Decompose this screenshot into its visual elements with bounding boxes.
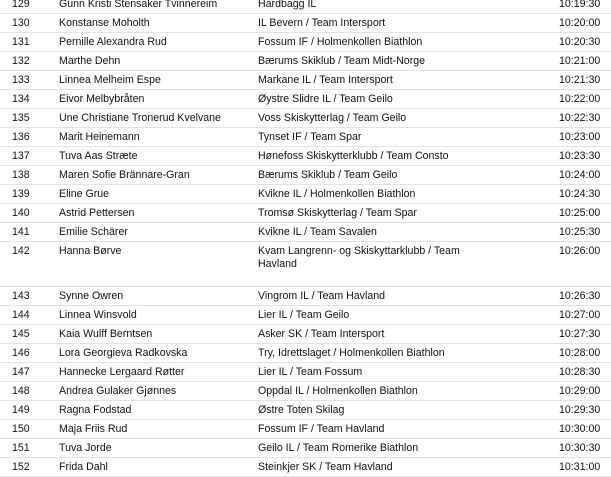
start-time: 10:27:00 [559, 309, 601, 321]
athlete-name: Maja Friis Rud [59, 423, 128, 435]
table-row [0, 439, 611, 458]
club-name: Steinkjer SK / Team Havland [258, 461, 393, 473]
start-number: 137 [12, 150, 30, 162]
start-time: 10:23:30 [559, 150, 601, 162]
start-time: 10:22:00 [559, 93, 601, 105]
start-number: 147 [12, 366, 30, 378]
athlete-name: Andrea Gulaker Gjønnes [59, 385, 177, 397]
table-row [0, 147, 611, 166]
club-name: Fossum IF / Holmenkollen Biathlon [258, 36, 423, 48]
start-number: 130 [12, 17, 30, 29]
start-number: 143 [12, 290, 30, 302]
athlete-name: Linnea Winsvold [59, 309, 137, 321]
start-time: 10:23:00 [559, 131, 601, 143]
table-row [0, 344, 611, 363]
start-number: 135 [12, 112, 30, 124]
start-time: 10:30:00 [559, 423, 601, 435]
start-time: 10:27:30 [559, 328, 601, 340]
start-number: 140 [12, 207, 30, 219]
athlete-name: Eline Grue [59, 188, 110, 200]
start-time: 10:26:00 [559, 245, 601, 257]
athlete-name: Ragna Fodstad [59, 404, 132, 416]
start-number: 138 [12, 169, 30, 181]
athlete-name: Frida Dahl [59, 461, 108, 473]
table-row [0, 306, 611, 325]
start-time: 10:30:30 [559, 442, 601, 454]
table-row [0, 204, 611, 223]
start-number: 131 [12, 36, 30, 48]
start-time: 10:25:00 [559, 207, 601, 219]
club-name: Markane IL / Team Intersport [258, 74, 393, 86]
start-time: 10:20:30 [559, 36, 601, 48]
table-row [0, 363, 611, 382]
table-row [0, 382, 611, 401]
table-row [0, 401, 611, 420]
club-name: Lier IL / Team Geilo [258, 309, 350, 321]
table-row [0, 325, 611, 344]
club-name: Try, Idrettslaget / Holmenkollen Biathlon [258, 347, 445, 359]
start-time: 10:28:00 [559, 347, 601, 359]
club-name: Tromsø Skiskytterlag / Team Spar [258, 207, 417, 219]
athlete-name: Tuva Aas Stræte [59, 150, 138, 162]
start-time: 10:31:00 [559, 461, 601, 473]
athlete-name: Emilie Schärer [59, 226, 128, 238]
start-time: 10:25:30 [559, 226, 601, 238]
start-time: 10:21:00 [559, 55, 601, 67]
club-name: Hønefoss Skiskytterklubb / Team Consto [258, 150, 449, 162]
club-name: Vingrom IL / Team Havland [258, 290, 385, 302]
start-number: 148 [12, 385, 30, 397]
club-name: Voss Skiskytterlag / Team Geilo [258, 112, 407, 124]
table-row [0, 420, 611, 439]
table-row [0, 109, 611, 128]
athlete-name: Eivor Melbybråten [59, 93, 145, 105]
athlete-name: Hanna Børve [59, 245, 122, 257]
start-number: 134 [12, 93, 30, 105]
start-time: 10:19:30 [559, 0, 601, 10]
table-row [0, 90, 611, 109]
athlete-name: Synne Owren [59, 290, 124, 302]
club-name: Geilo IL / Team Romerike Biathlon [258, 442, 419, 454]
start-number: 142 [12, 245, 30, 257]
club-name: Lier IL / Team Fossum [258, 366, 363, 378]
athlete-name: Pernille Alexandra Rud [59, 36, 167, 48]
club-name: Tynset IF / Team Spar [258, 131, 362, 143]
table-row [0, 0, 611, 14]
athlete-name: Kaia Wulff Berntsen [59, 328, 153, 340]
athlete-name: Astrid Pettersen [59, 207, 135, 219]
start-time: 10:24:30 [559, 188, 601, 200]
start-number: 136 [12, 131, 30, 143]
start-time: 10:26:30 [559, 290, 601, 302]
club-name: Asker SK / Team Intersport [258, 328, 385, 340]
table-row [0, 242, 611, 287]
athlete-name: Linnea Melheim Espe [59, 74, 161, 86]
table-row [0, 33, 611, 52]
table-row [0, 166, 611, 185]
table-row [0, 287, 611, 306]
club-name: Bærums Skiklub / Team Geilo [258, 169, 398, 181]
club-name: Fossum IF / Team Havland [258, 423, 385, 435]
start-number: 132 [12, 55, 30, 67]
athlete-name: Lora Georgieva Radkovska [59, 347, 188, 359]
athlete-name: Maren Sofie Brännare-Gran [59, 169, 190, 181]
start-time: 10:24:00 [559, 169, 601, 181]
start-time: 10:28:30 [559, 366, 601, 378]
athlete-name: Gunn Kristi Stensaker Tvinnereim [59, 0, 218, 10]
club-name: Kvam Langrenn- og Skiskyttarklubb / Team Havland [258, 245, 460, 270]
club-name: Kvikne IL / Holmenkollen Biathlon [258, 188, 416, 200]
start-number: 146 [12, 347, 30, 359]
start-time: 10:21:30 [559, 74, 601, 86]
start-number: 133 [12, 74, 30, 86]
start-number: 151 [12, 442, 30, 454]
start-number: 139 [12, 188, 30, 200]
start-time: 10:29:00 [559, 385, 601, 397]
athlete-name: Hannecke Lergaard Røtter [59, 366, 185, 378]
club-name: Kvikne IL / Team Savalen [258, 226, 377, 238]
start-number: 129 [12, 0, 30, 10]
table-row [0, 458, 611, 477]
club-name: IL Bevern / Team Intersport [258, 17, 386, 29]
table-row [0, 14, 611, 33]
table-row [0, 71, 611, 90]
club-name: Oppdal IL / Holmenkollen Biathlon [258, 385, 418, 397]
athlete-name: Marit Heinemann [59, 131, 140, 143]
table-row [0, 52, 611, 71]
start-number: 141 [12, 226, 30, 238]
club-name: Bærums Skiklub / Team Midt-Norge [258, 55, 426, 67]
club-name: Øystre Slidre IL / Team Geilo [258, 93, 393, 105]
start-number: 149 [12, 404, 30, 416]
club-name: Østre Toten Skilag [258, 404, 345, 416]
start-number: 145 [12, 328, 30, 340]
table-row [0, 223, 611, 242]
athlete-name: Marthe Dehn [59, 55, 121, 67]
start-time: 10:29:30 [559, 404, 601, 416]
start-time: 10:20:00 [559, 17, 601, 29]
club-name: Hardbagg IL [258, 0, 317, 10]
table-row [0, 128, 611, 147]
start-number: 144 [12, 309, 30, 321]
start-time: 10:22:30 [559, 112, 601, 124]
athlete-name: Une Christiane Tronerud Kvelvane [59, 112, 221, 124]
athlete-name: Konstanse Moholth [59, 17, 150, 29]
athlete-name: Tuva Jorde [59, 442, 112, 454]
start-number: 150 [12, 423, 30, 435]
table-row [0, 185, 611, 204]
start-number: 152 [12, 461, 30, 473]
